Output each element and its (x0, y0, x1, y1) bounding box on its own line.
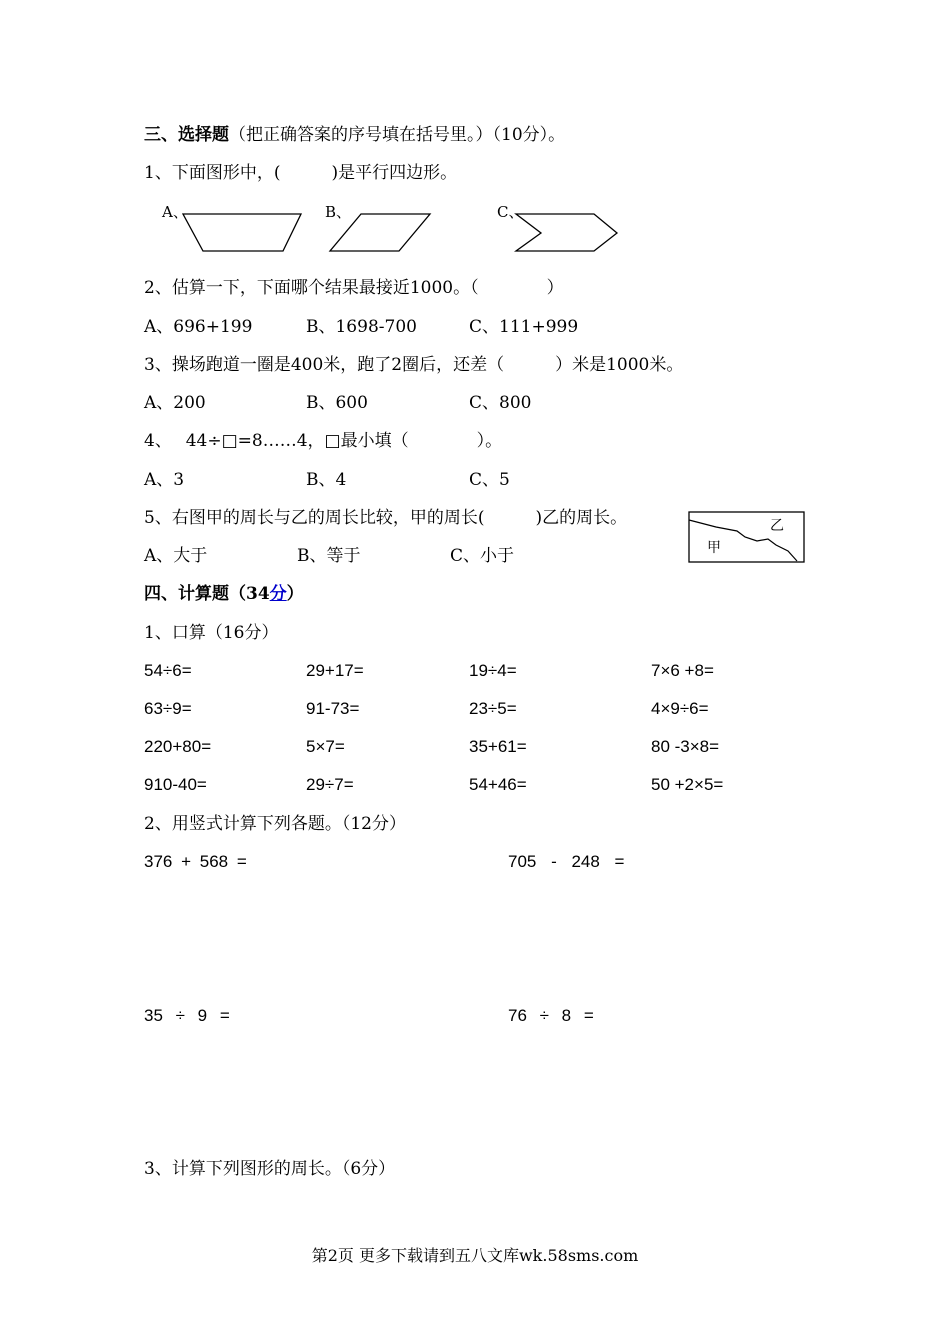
oral-calc-item: 220+80= (144, 737, 212, 756)
oral-calc-item: 910-40= (144, 775, 207, 794)
q2-option-b: B、1698-700 (306, 317, 417, 337)
q2-text: 2、估算一下，下面哪个结果最接近1000。（ ） (144, 278, 564, 298)
q5-option-c: C、小于 (450, 546, 515, 566)
part2-title: 2、用竖式计算下列各题。（12分） (144, 814, 406, 834)
oral-calc-item: 29÷7= (306, 775, 354, 794)
vertical-calc-problem: 376 + 568 = (144, 852, 247, 871)
oral-calc-item: 23÷5= (469, 699, 517, 718)
oral-calc-item: 35+61= (469, 737, 527, 756)
part3-title: 3、计算下列图形的周长。（6分） (144, 1159, 396, 1179)
section4-heading-main: 四、计算题（34 (144, 584, 270, 604)
section3-heading-bold: 三、选择题 (144, 125, 229, 145)
oral-calc-item: 5×7= (306, 737, 345, 756)
q5-label-yi: 乙 (770, 517, 784, 533)
q2-option-a: A、696+199 (144, 317, 253, 337)
q4-option-a: A、3 (144, 470, 185, 490)
q1-option-b-label: B、 (325, 203, 352, 221)
q4-option-c: C、5 (469, 470, 510, 490)
oral-calc-item: 19÷4= (469, 661, 517, 680)
page-footer: 第2页 更多下载请到五八文库wk.58sms.com (311, 1246, 639, 1265)
q3-text: 3、操场跑道一圈是400米，跑了2圈后，还差（ ）米是1000米。 (144, 355, 684, 375)
q1-option-a-label: A、 (162, 203, 188, 221)
q2-option-c: C、111+999 (469, 317, 579, 337)
q5-label-jia: 甲 (707, 539, 721, 555)
q5-option-a: A、大于 (144, 546, 208, 566)
vertical-calc-problem: 705 - 248 = (508, 852, 625, 871)
part1-title: 1、口算（16分） (144, 623, 279, 643)
oral-calc-item: 54+46= (469, 775, 527, 794)
vertical-calc-problem: 35 ÷ 9 = (144, 1006, 230, 1025)
q4-text: 4、 44÷□=8……4，□最小填（ ）。 (144, 431, 503, 451)
q3-option-a: A、200 (144, 393, 206, 413)
q4-option-b: B、4 (306, 470, 347, 490)
section3-heading-rest: （把正确答案的序号填在括号里。）（10分）。 (229, 125, 566, 145)
oral-calc-item: 50 +2×5= (651, 775, 724, 794)
q1-option-c-label: C、 (497, 203, 524, 221)
oral-calc-item: 54÷6= (144, 661, 192, 680)
oral-calc-item: 91-73= (306, 699, 360, 718)
oral-calc-item: 80 -3×8= (651, 737, 720, 756)
section4-heading-close: ） (286, 584, 304, 604)
oral-calc-item: 7×6 +8= (651, 661, 714, 680)
oral-calc-item: 29+17= (306, 661, 364, 680)
q3-option-c: C、800 (469, 393, 532, 413)
oral-calc-item: 4×9÷6= (651, 699, 709, 718)
oral-calc-item: 63÷9= (144, 699, 192, 718)
q5-option-b: B、等于 (297, 546, 361, 566)
vertical-calc-problem: 76 ÷ 8 = (508, 1006, 594, 1025)
q3-option-b: B、600 (306, 393, 368, 413)
q1-text: 1、下面图形中，( )是平行四边形。 (144, 163, 458, 183)
section4-heading (144, 583, 304, 605)
section4-heading-link[interactable]: 分 (269, 584, 287, 604)
q5-text: 5、右图甲的周长与乙的周长比较，甲的周长( )乙的周长。 (144, 508, 628, 528)
